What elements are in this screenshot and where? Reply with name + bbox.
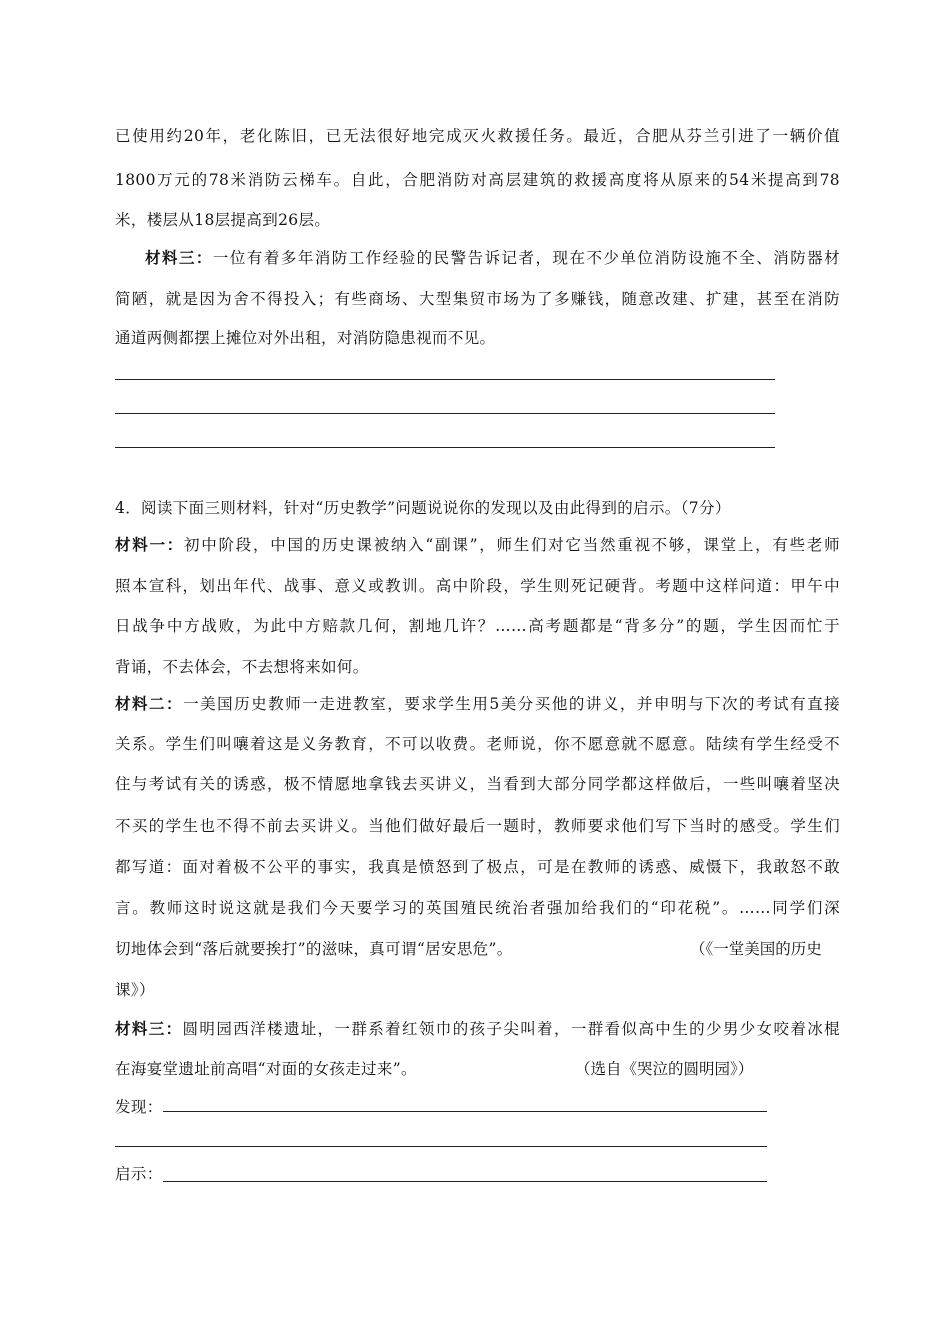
- paragraph-line: 切地体会到“落后就要挨打”的滋味，真可谓“居安思危”。: [115, 940, 513, 958]
- answer-line[interactable]: [115, 447, 775, 448]
- source-citation: （《一堂美国的历史: [690, 940, 822, 958]
- paragraph-line: 米，楼层从18层提高到26层。: [115, 211, 331, 229]
- paragraph-line: 背诵，不去体会，不去想将来如何。: [115, 658, 369, 676]
- source-citation-cont: 课》）: [115, 981, 155, 999]
- material-label: 材料三：: [115, 1019, 183, 1038]
- material-one-line: 材料一：初中阶段，中国的历史课被纳入“副课”，师生们对它当然重视不够，课堂上，有些老师: [115, 535, 840, 554]
- paragraph-line: 都写道：面对着极不公平的事实，我真是愤怒到了极点，可是在教师的诱惑、威慑下，我敢怒不敢: [115, 858, 840, 876]
- material-label: 材料一：: [115, 535, 184, 554]
- discovery-answer-line[interactable]: [115, 1146, 767, 1147]
- material-label: 材料三：: [145, 248, 213, 267]
- paragraph-line: 不买的学生也不得不前去买讲义。当他们做好最后一题时，教师要求他们写下当时的感受。学生们: [115, 817, 840, 835]
- material-three-line: 材料三：一位有着多年消防工作经验的民警告诉记者，现在不少单位消防设施不全、消防器材: [145, 248, 841, 267]
- paragraph-line: 在海宴堂遗址前高唱“对面的女孩走过来”。: [115, 1060, 417, 1078]
- discovery-label: 发现：: [115, 1098, 163, 1116]
- paragraph-line: 言。教师这时说这就是我们今天要学习的英国殖民统治者强加给我们的“印花税”。……同学们深: [115, 899, 840, 917]
- paragraph-line: 简陋，就是因为舍不得投入；有些商场、大型集贸市场为了多赚钱，随意改建、扩建，甚至在消防: [115, 290, 840, 308]
- insight-label: 启示：: [115, 1165, 163, 1183]
- paragraph-line: 关系。学生们叫嚷着这是义务教育，不可以收费。老师说，你不愿意就不愿意。陆续有学生经受不: [115, 735, 840, 753]
- question-prompt: 4．阅读下面三则材料，针对“历史教学”问题说说你的发现以及由此得到的启示。（7分）: [115, 499, 731, 517]
- insight-answer-line[interactable]: [163, 1181, 767, 1182]
- material-two-line: 材料二：一美国历史教师一走进教室，要求学生用5美分买他的讲义，并申明与下次的考试有直接: [115, 694, 840, 713]
- material-label: 材料二：: [115, 694, 184, 713]
- discovery-answer-line[interactable]: [163, 1111, 767, 1112]
- material-three-line: 材料三：圆明园西洋楼遗址，一群系着红领巾的孩子尖叫着，一群看似高中生的少男少女咬着冰棍: [115, 1019, 841, 1038]
- answer-line[interactable]: [115, 413, 775, 414]
- paragraph-line: 住与考试有关的诱惑，极不情愿地拿钱去买讲义，当看到大部分同学都这样做后，一些叫嚷着坚决: [115, 775, 840, 793]
- source-citation: （选自《哭泣的圆明园》）: [575, 1060, 754, 1078]
- answer-line[interactable]: [115, 379, 775, 380]
- paragraph-line: 日战争中方战败，为此中方赔款几何，割地几许？……高考题都是“背多分”的题，学生因而忙于: [115, 617, 840, 635]
- paragraph-line: 照本宣科，划出年代、战事、意义或教训。高中阶段，学生则死记硬背。考题中这样问道：甲午中: [115, 577, 840, 595]
- paragraph-line: 已使用约20年，老化陈旧，已无法很好地完成灭火救援任务。最近，合肥从芬兰引进了一辆价值: [115, 127, 840, 145]
- paragraph-line: 通道两侧都摆上摊位对外出租，对消防隐患视而不见。: [115, 329, 496, 347]
- paragraph-line: 1800万元的78米消防云梯车。自此，合肥消防对高层建筑的救援高度将从原来的54米提高到78: [115, 171, 840, 189]
